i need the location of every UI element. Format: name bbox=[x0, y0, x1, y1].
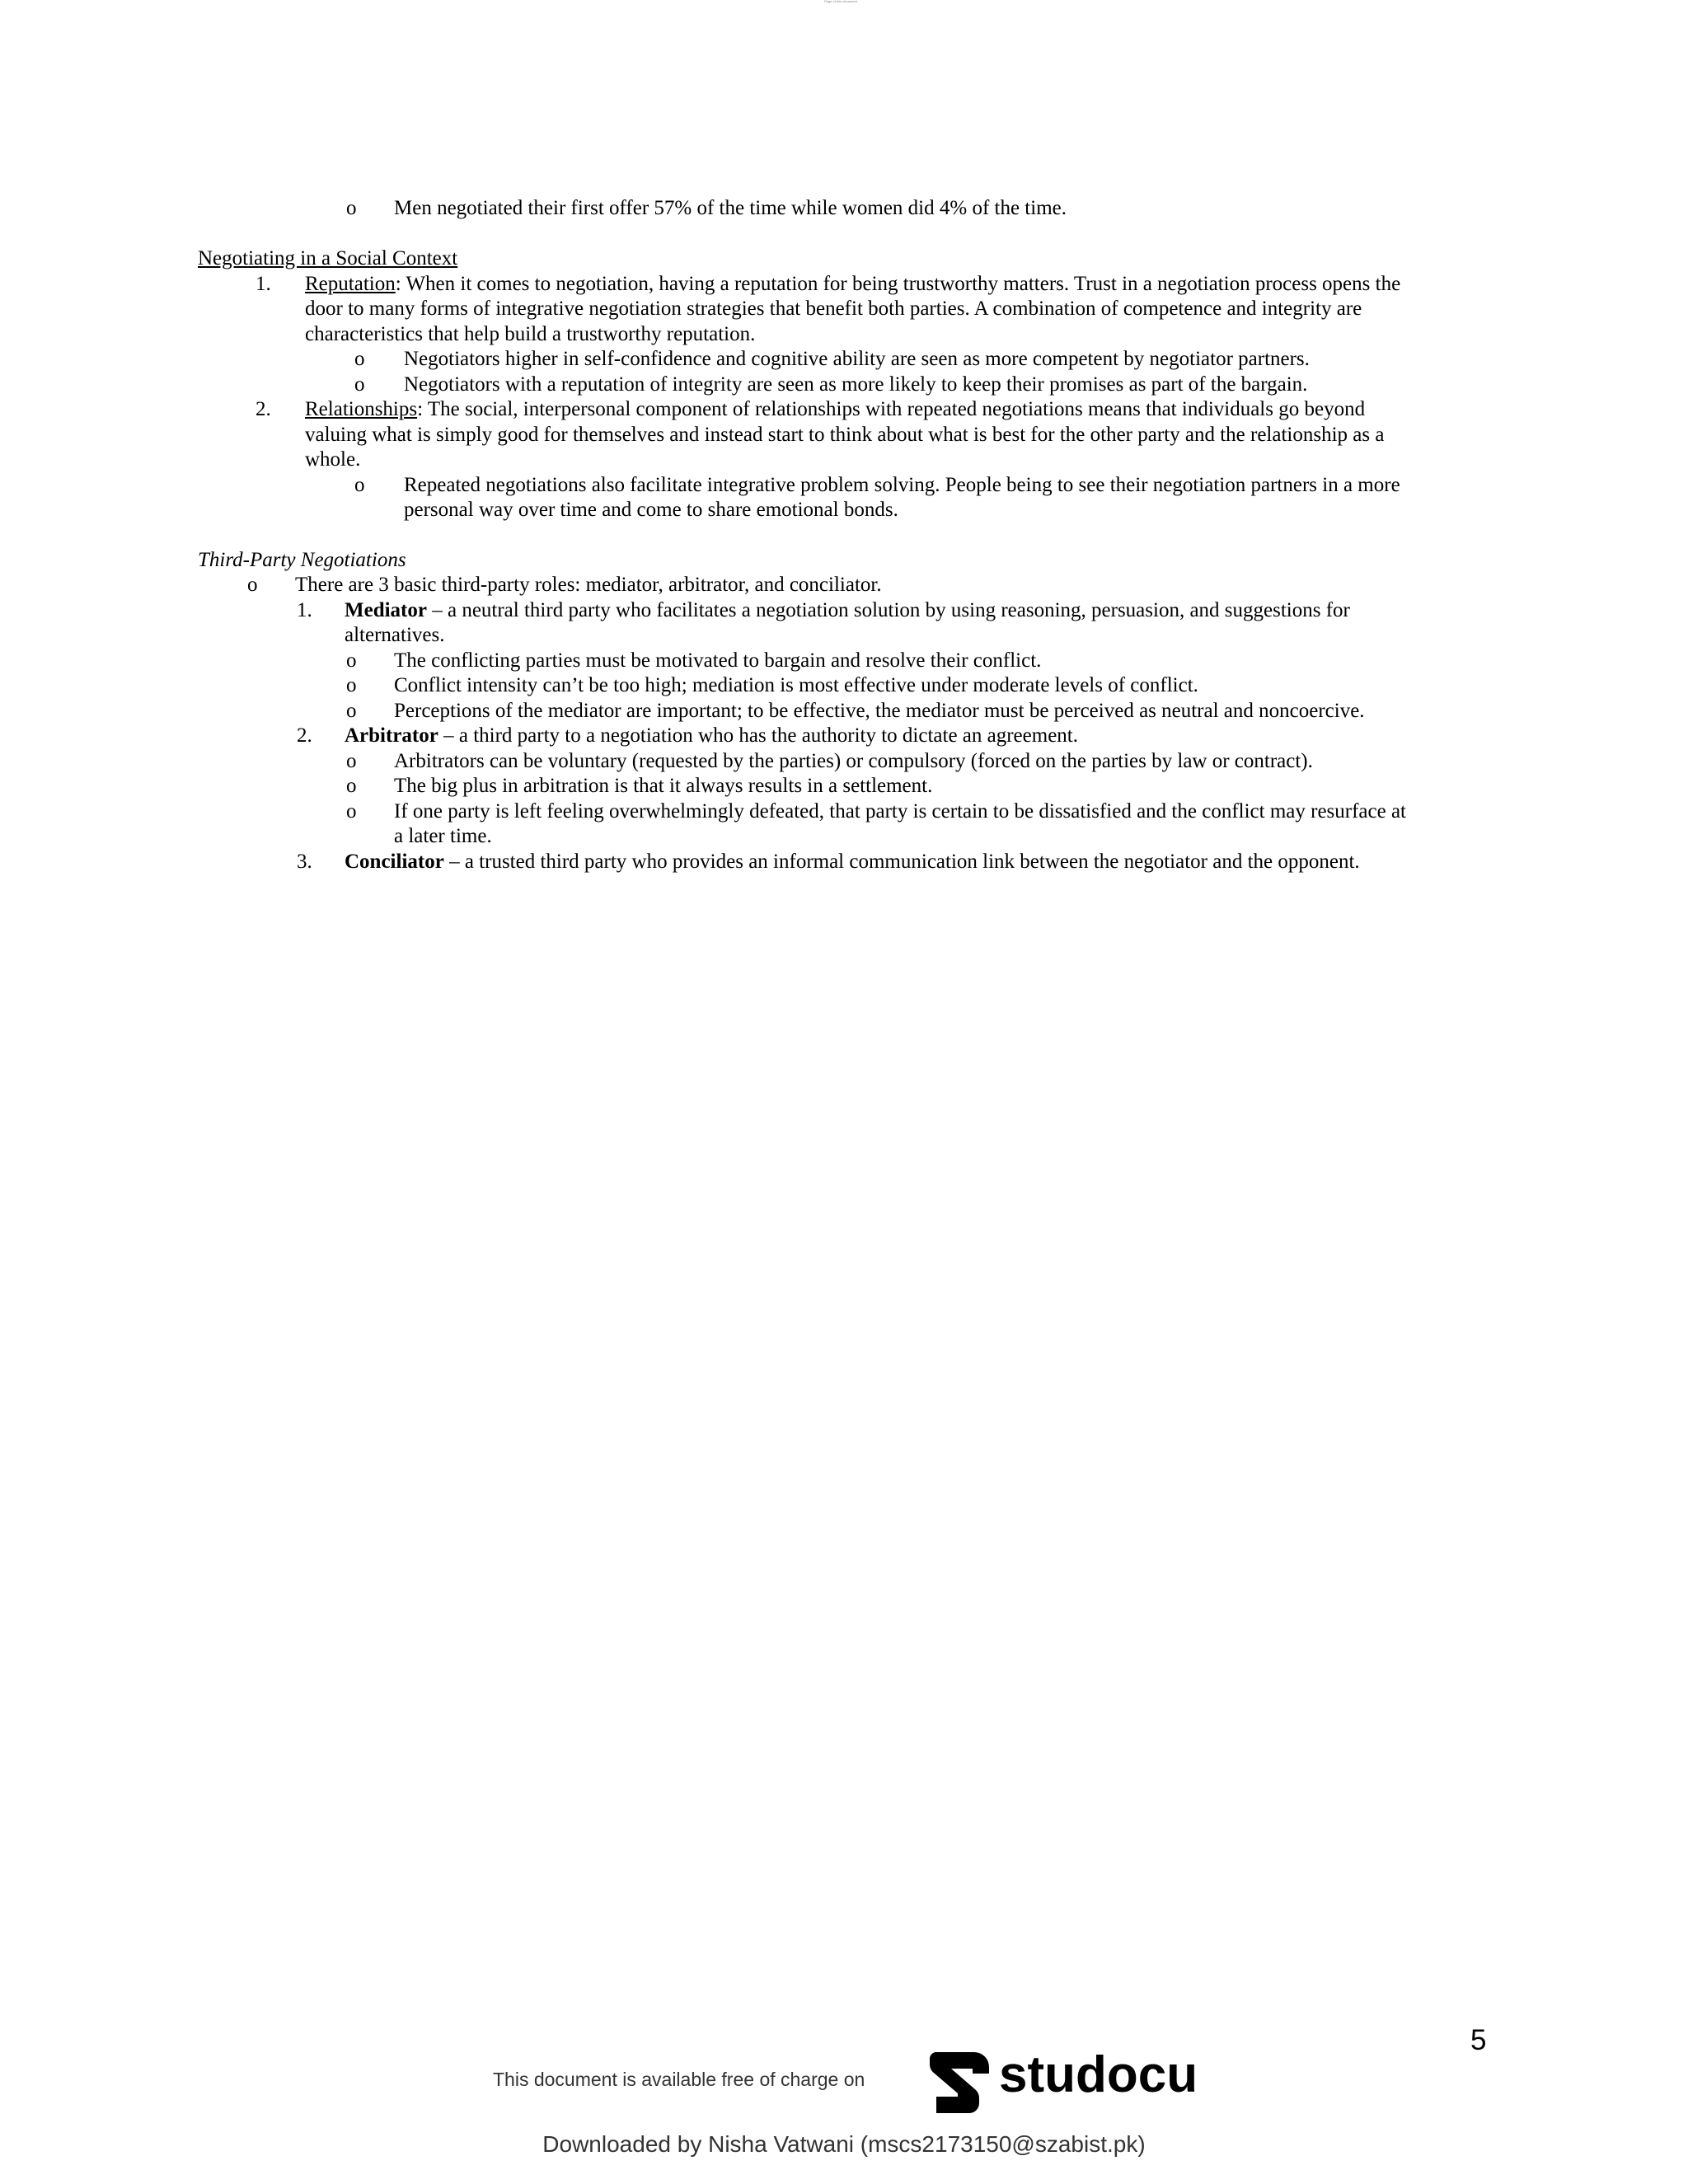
mediator-bullet-2: Conflict intensity can’t be too high; mediation is most effective under moderate levels of conflict. bbox=[394, 674, 1198, 696]
availability-notice: This document is available free of charge on bbox=[493, 2069, 865, 2090]
arbitrator-bullet-1: Arbitrators can be voluntary (requested by the parties) or compulsory (forced on the parties by law or contract). bbox=[394, 750, 1313, 772]
list-number: 2. bbox=[297, 724, 312, 747]
list-bullet: o bbox=[346, 775, 357, 797]
reputation-label: Reputation bbox=[305, 273, 396, 295]
list-bullet: o bbox=[346, 750, 357, 772]
conciliator-label: Conciliator bbox=[345, 851, 444, 873]
downloaded-by-notice: Downloaded by Nisha Vatwani (mscs2173150@szabist.pk) bbox=[542, 2131, 1146, 2157]
relationships-bullet-1: Repeated negotiations also facilitate integrative problem solving. People being to see their negotiation partners in a more bbox=[404, 474, 1400, 496]
reputation-bullet-1: Negotiators higher in self-confidence and cognitive ability are seen as more competent by negotiator partners. bbox=[404, 348, 1310, 370]
third-party-intro: There are 3 basic third-party roles: mediator, arbitrator, and conciliator. bbox=[295, 574, 882, 596]
studocu-brand-link[interactable]: studocu bbox=[999, 2046, 1198, 2103]
arbitrator-line bbox=[345, 724, 1078, 749]
relationships-label: Relationships bbox=[305, 398, 418, 420]
arbitrator-label: Arbitrator bbox=[345, 724, 438, 747]
arbitrator-bullet-3: If one party is left feeling overwhelmingly defeated, that party is certain to be dissatisfied and the conflict may resurface at bbox=[394, 800, 1407, 823]
relationships-text: : The social, interpersonal component of relationships with repeated negotiations means that individuals go beyond bbox=[417, 398, 1366, 420]
reputation-text-2: door to many forms of integrative negotiation strategies that benefit both parties. A combination of competence and integrity are bbox=[305, 298, 1362, 320]
list-bullet: o bbox=[247, 574, 258, 596]
mediator-bullet-1: The conflicting parties must be motivated to bargain and resolve their conflict. bbox=[394, 649, 1042, 672]
mediator-label: Mediator bbox=[345, 599, 427, 621]
mediator-line bbox=[345, 598, 1350, 624]
mediator-text-2: alternatives. bbox=[345, 624, 445, 646]
list-number: 1. bbox=[256, 273, 271, 295]
list-bullet: o bbox=[354, 348, 365, 370]
relationships-bullet-1-cont: personal way over time and come to share emotional bonds. bbox=[404, 499, 898, 521]
list-item-text: Men negotiated their first offer 57% of the time while women did 4% of the time. bbox=[394, 197, 1067, 219]
arbitrator-bullet-2: The big plus in arbitration is that it always results in a settlement. bbox=[394, 775, 933, 797]
reputation-bullet-2: Negotiators with a reputation of integrity are seen as more likely to keep their promises as part of the bargain. bbox=[404, 373, 1308, 396]
relationships-text-3: whole. bbox=[305, 448, 361, 471]
list-bullet: o bbox=[346, 674, 357, 696]
section-heading-third-party: Third-Party Negotiations bbox=[198, 549, 406, 571]
relationships-paragraph-line bbox=[305, 397, 1365, 423]
arbitrator-text: – a third party to a negotiation who has the authority to dictate an agreement. bbox=[438, 724, 1078, 747]
list-bullet: o bbox=[354, 373, 365, 396]
studocu-logo-icon bbox=[930, 2047, 996, 2113]
list-bullet: o bbox=[354, 474, 365, 496]
page-header-text: Page of this document bbox=[824, 0, 857, 3]
page-number: 5 bbox=[1470, 2024, 1487, 2056]
list-bullet: o bbox=[346, 700, 357, 722]
section-heading-social-context: Negotiating in a Social Context bbox=[198, 247, 458, 269]
list-bullet: o bbox=[346, 649, 357, 672]
mediator-text: – a neutral third party who facilitates a negotiation solution by using reasoning, persuasion, and suggestions for bbox=[426, 599, 1350, 621]
reputation-paragraph-line bbox=[305, 272, 1400, 298]
list-number: 1. bbox=[297, 599, 312, 621]
conciliator-line bbox=[345, 850, 1360, 875]
arbitrator-bullet-3-cont: a later time. bbox=[394, 825, 492, 847]
list-bullet: o bbox=[346, 800, 357, 823]
reputation-text: : When it comes to negotiation, having a reputation for being trustworthy matters. Trust in a negotiation process opens the bbox=[395, 273, 1401, 295]
list-bullet: o bbox=[346, 197, 357, 219]
list-number: 3. bbox=[297, 851, 312, 873]
reputation-text-3: characteristics that help build a trustworthy reputation. bbox=[305, 323, 756, 345]
list-number: 2. bbox=[256, 398, 271, 420]
conciliator-text: – a trusted third party who provides an informal communication link between the negotiator and the opponent. bbox=[443, 851, 1360, 873]
mediator-bullet-3: Perceptions of the mediator are important; to be effective, the mediator must be perceived as neutral and noncoercive. bbox=[394, 700, 1365, 722]
relationships-text-2: valuing what is simply good for themselves and instead start to think about what is best for the other party and the relationship as a bbox=[305, 424, 1385, 446]
